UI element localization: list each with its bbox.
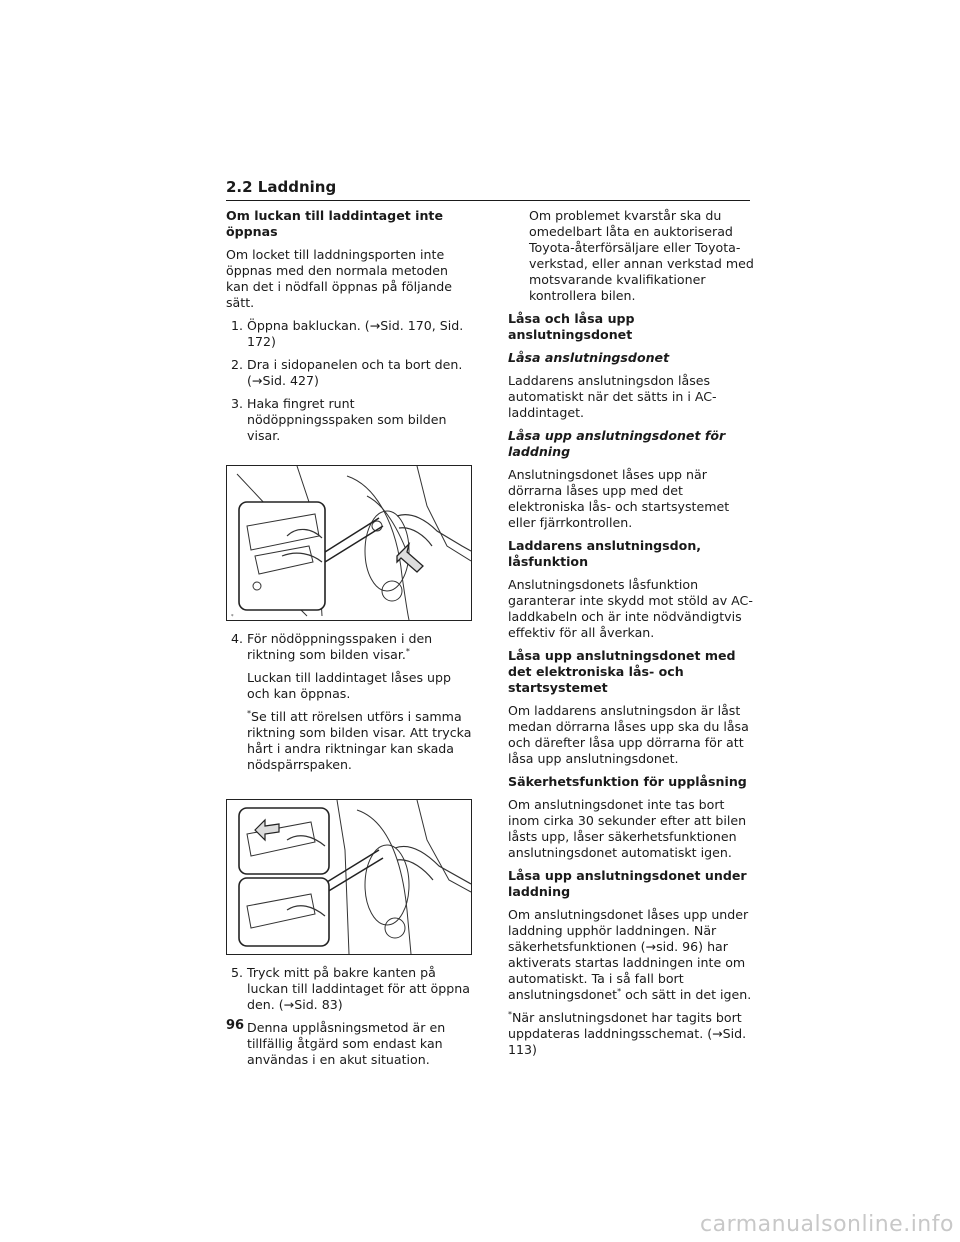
- heading-unlock-smart-entry: Låsa upp anslutningsdonet med det elektroniska lås- och startsystemet: [508, 648, 736, 695]
- step-5-note: Denna upplåsningsmetod är en tillfällig åtgärd som endast kan användas i en akut situation.: [247, 1020, 446, 1067]
- text-unlock-during-charging: Om anslutningsdonet låses upp under laddning upphör laddningen. När säkerhetsfunktionen (→sid. 96) har aktiverats startas laddningen inte om automatiskt. Ta i så fall bort anslutningsdonet* och sätt in det igen.: [508, 907, 752, 1002]
- step-1: 1. Öppna bakluckan. (→Sid. 170, Sid. 172): [231, 318, 464, 349]
- illustration-release-lever-grip: [226, 465, 472, 621]
- text-unlock-smart-entry: Om laddarens anslutningsdon är låst medan dörrarna låses upp ska du låsa och därefter låsa upp dörrarna för att låsa upp anslutningsdonet.: [508, 703, 749, 766]
- intro-text: Om locket till laddningsporten inte öppnas med den normala metoden kan det i nödfall öppnas på följande sätt.: [226, 247, 453, 310]
- left-column: [226, 208, 472, 1075]
- step-2: 2. Dra i sidopanelen och ta bort den. (→Sid. 427): [231, 357, 463, 388]
- watermark: carmanualsonline.info: [700, 1212, 954, 1237]
- text-unlock-for-charging: Anslutningsdonet låses upp när dörrarna låses upp med det elektroniska lås- och startsystemet eller fjärrkontrollen.: [508, 467, 730, 530]
- svg-text:ᵩ: ᵩ: [231, 611, 234, 618]
- right-column: [508, 208, 754, 1065]
- subheading-lock-connector: Låsa anslutningsdonet: [508, 350, 670, 365]
- step-3: 3. Haka fingret runt nödöppningsspaken som bilden visar.: [231, 396, 447, 443]
- step-5: 5. Tryck mitt på bakre kanten på luckan till laddintaget för att öppna den. (→Sid. 83): [231, 965, 470, 1012]
- section-header: 2.2 Laddning: [226, 178, 750, 201]
- page-number: 96: [226, 1018, 245, 1033]
- heading-unlock-during-charging: Låsa upp anslutningsdonet under laddning: [508, 868, 747, 899]
- heading-emergency-open: Om luckan till laddintaget inte öppnas: [226, 208, 443, 239]
- heading-security-function: Säkerhetsfunktion för upplåsning: [508, 774, 747, 789]
- heading-lock-unlock-connector: Låsa och låsa upp anslutningsdonet: [508, 311, 635, 342]
- footnote-schedule: *När anslutningsdonet har tagits bort uppdateras laddningsschemat. (→Sid. 113): [508, 1009, 747, 1057]
- step-4-result: Luckan till laddintaget låses upp och kan öppnas.: [247, 670, 451, 701]
- subheading-unlock-for-charging: Låsa upp anslutningsdonet för laddning: [508, 428, 726, 459]
- continued-text: Om problemet kvarstår ska du omedelbart låta en auktoriserad Toyota-återförsäljare eller Toyota-verkstad, eller annan verkstad med motsvarande kvalifikationer kontrollera bilen.: [529, 208, 754, 303]
- illustration-release-lever-move: [226, 799, 472, 955]
- text-lock-function: Anslutningsdonets låsfunktion garanterar inte skydd mot stöld av AC-laddkabeln och är inte nödvändigtvis effektiv för all åverkan.: [508, 577, 753, 640]
- step-4: 4. För nödöppningsspaken i den riktning som bilden visar.*: [231, 631, 433, 662]
- step-4-note: *Se till att rörelsen utförs i samma riktning som bilden visar. Att trycka hårt i andra riktningar kan skada nödspärrspaken.: [247, 708, 472, 772]
- text-lock-connector: Laddarens anslutningsdon låses automatiskt när det sätts in i AC-laddintaget.: [508, 373, 717, 420]
- heading-lock-function: Laddarens anslutningsdon, låsfunktion: [508, 538, 702, 569]
- text-security-function: Om anslutningsdonet inte tas bort inom cirka 30 sekunder efter att bilen låsts upp, låser säkerhetsfunktionen anslutningsdonet automatiskt igen.: [508, 797, 747, 860]
